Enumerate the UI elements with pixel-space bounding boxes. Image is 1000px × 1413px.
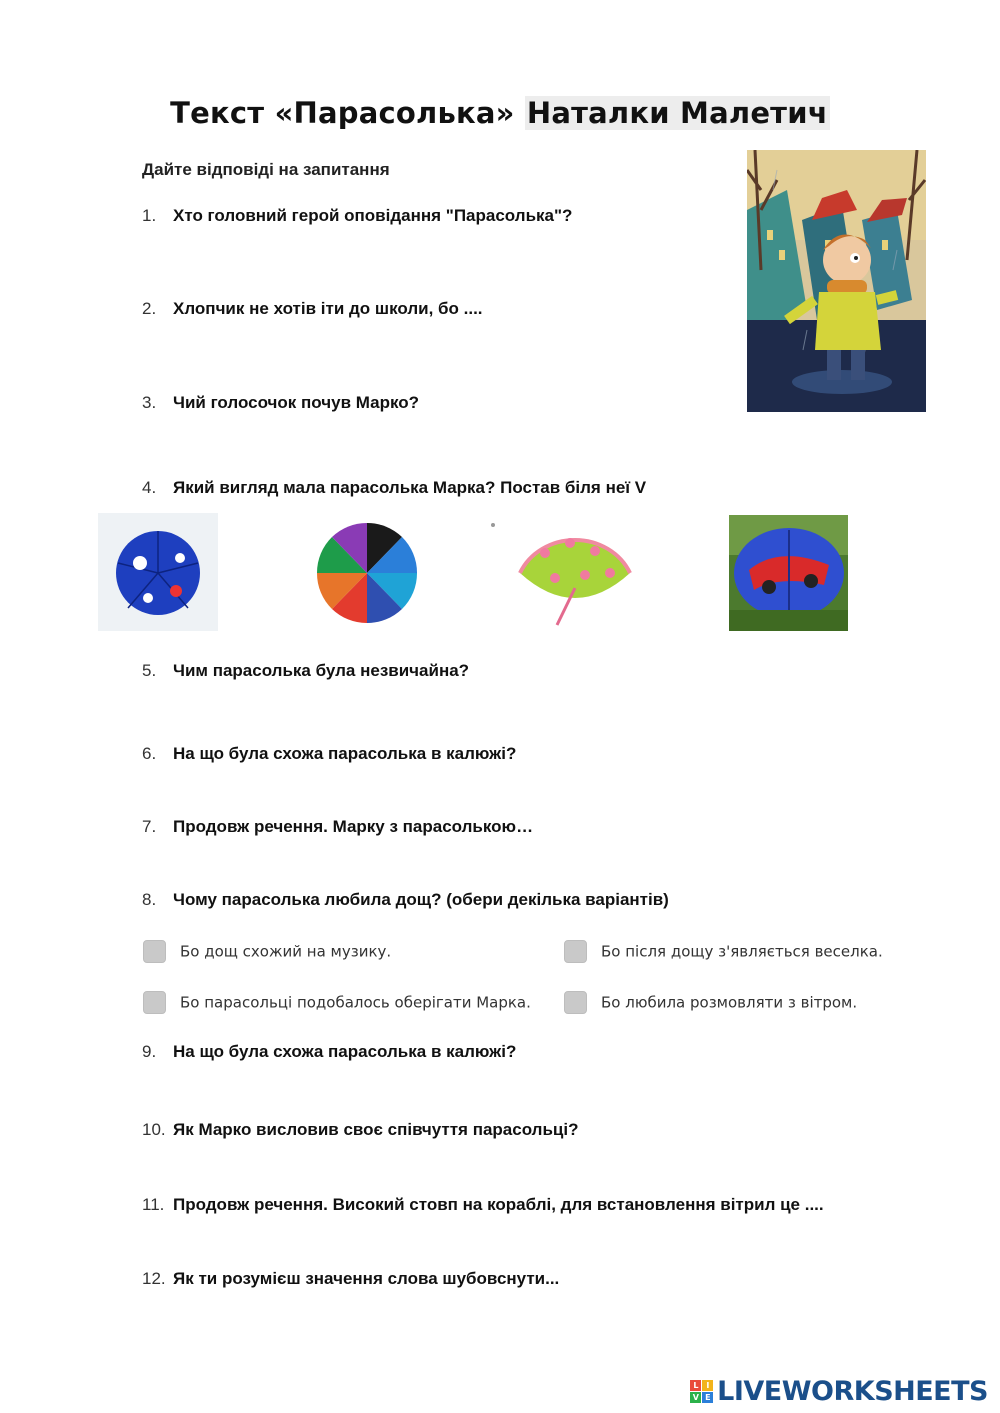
question-11: 11. Продовж речення. Високий стовп на кораблі, для встановлення вітрил це .... [142, 1195, 824, 1214]
umbrella-option-cars[interactable] [729, 515, 848, 631]
logo-grid-icon: L I V E [690, 1380, 713, 1403]
option-2-checkbox[interactable] [564, 940, 587, 963]
question-3: 3. Чий голосочок почув Марко? [142, 393, 420, 412]
umbrella-option-blue[interactable] [98, 513, 218, 631]
option-1[interactable]: Бо дощ схожий на музику. [143, 940, 391, 963]
question-10: 10. Як Марко висловив своє співчуття парасольці? [142, 1120, 579, 1139]
question-8: 8. Чому парасолька любила дощ? (обери декілька варіантів) [142, 890, 669, 909]
umbrella-option-flowers[interactable] [485, 513, 637, 633]
instruction: Дайте відповіді на запитання [142, 160, 390, 179]
question-5: 5. Чим парасолька була незвичайна? [142, 661, 470, 680]
question-7: 7. Продовж речення. Марку з парасолькою… [142, 817, 534, 836]
question-6: 6. На що була схожа парасолька в калюжі? [142, 744, 517, 763]
option-4[interactable]: Бо любила розмовляти з вітром. [564, 991, 857, 1014]
story-illustration [747, 150, 926, 412]
question-9: 9. На що була схожа парасолька в калюжі? [142, 1042, 517, 1061]
option-4-checkbox[interactable] [564, 991, 587, 1014]
umbrella-option-rainbow[interactable] [303, 513, 425, 633]
title-part-1: Текст «Парасолька» [170, 96, 515, 130]
liveworksheets-logo [690, 1376, 988, 1407]
option-1-checkbox[interactable] [143, 940, 166, 963]
title-part-2: Наталки Малетич [526, 96, 828, 130]
question-12: 12. Як ти розумієш значення слова шубовснути... [142, 1269, 560, 1288]
option-2[interactable]: Бо після дощу з'являється веселка. [564, 940, 883, 963]
question-4: 4. Який вигляд мала парасолька Марка? Постав біля неї V [142, 478, 647, 497]
option-3[interactable]: Бо парасольці подобалось оберігати Марка. [143, 991, 531, 1014]
page-title [0, 96, 1000, 130]
logo-text: LIVEWORKSHEETS [717, 1376, 988, 1407]
question-2: 2. Хлопчик не хотів іти до школи, бо .... [142, 299, 483, 318]
option-3-checkbox[interactable] [143, 991, 166, 1014]
question-1: 1. Хто головний герой оповідання "Парасолька"? [142, 206, 573, 225]
